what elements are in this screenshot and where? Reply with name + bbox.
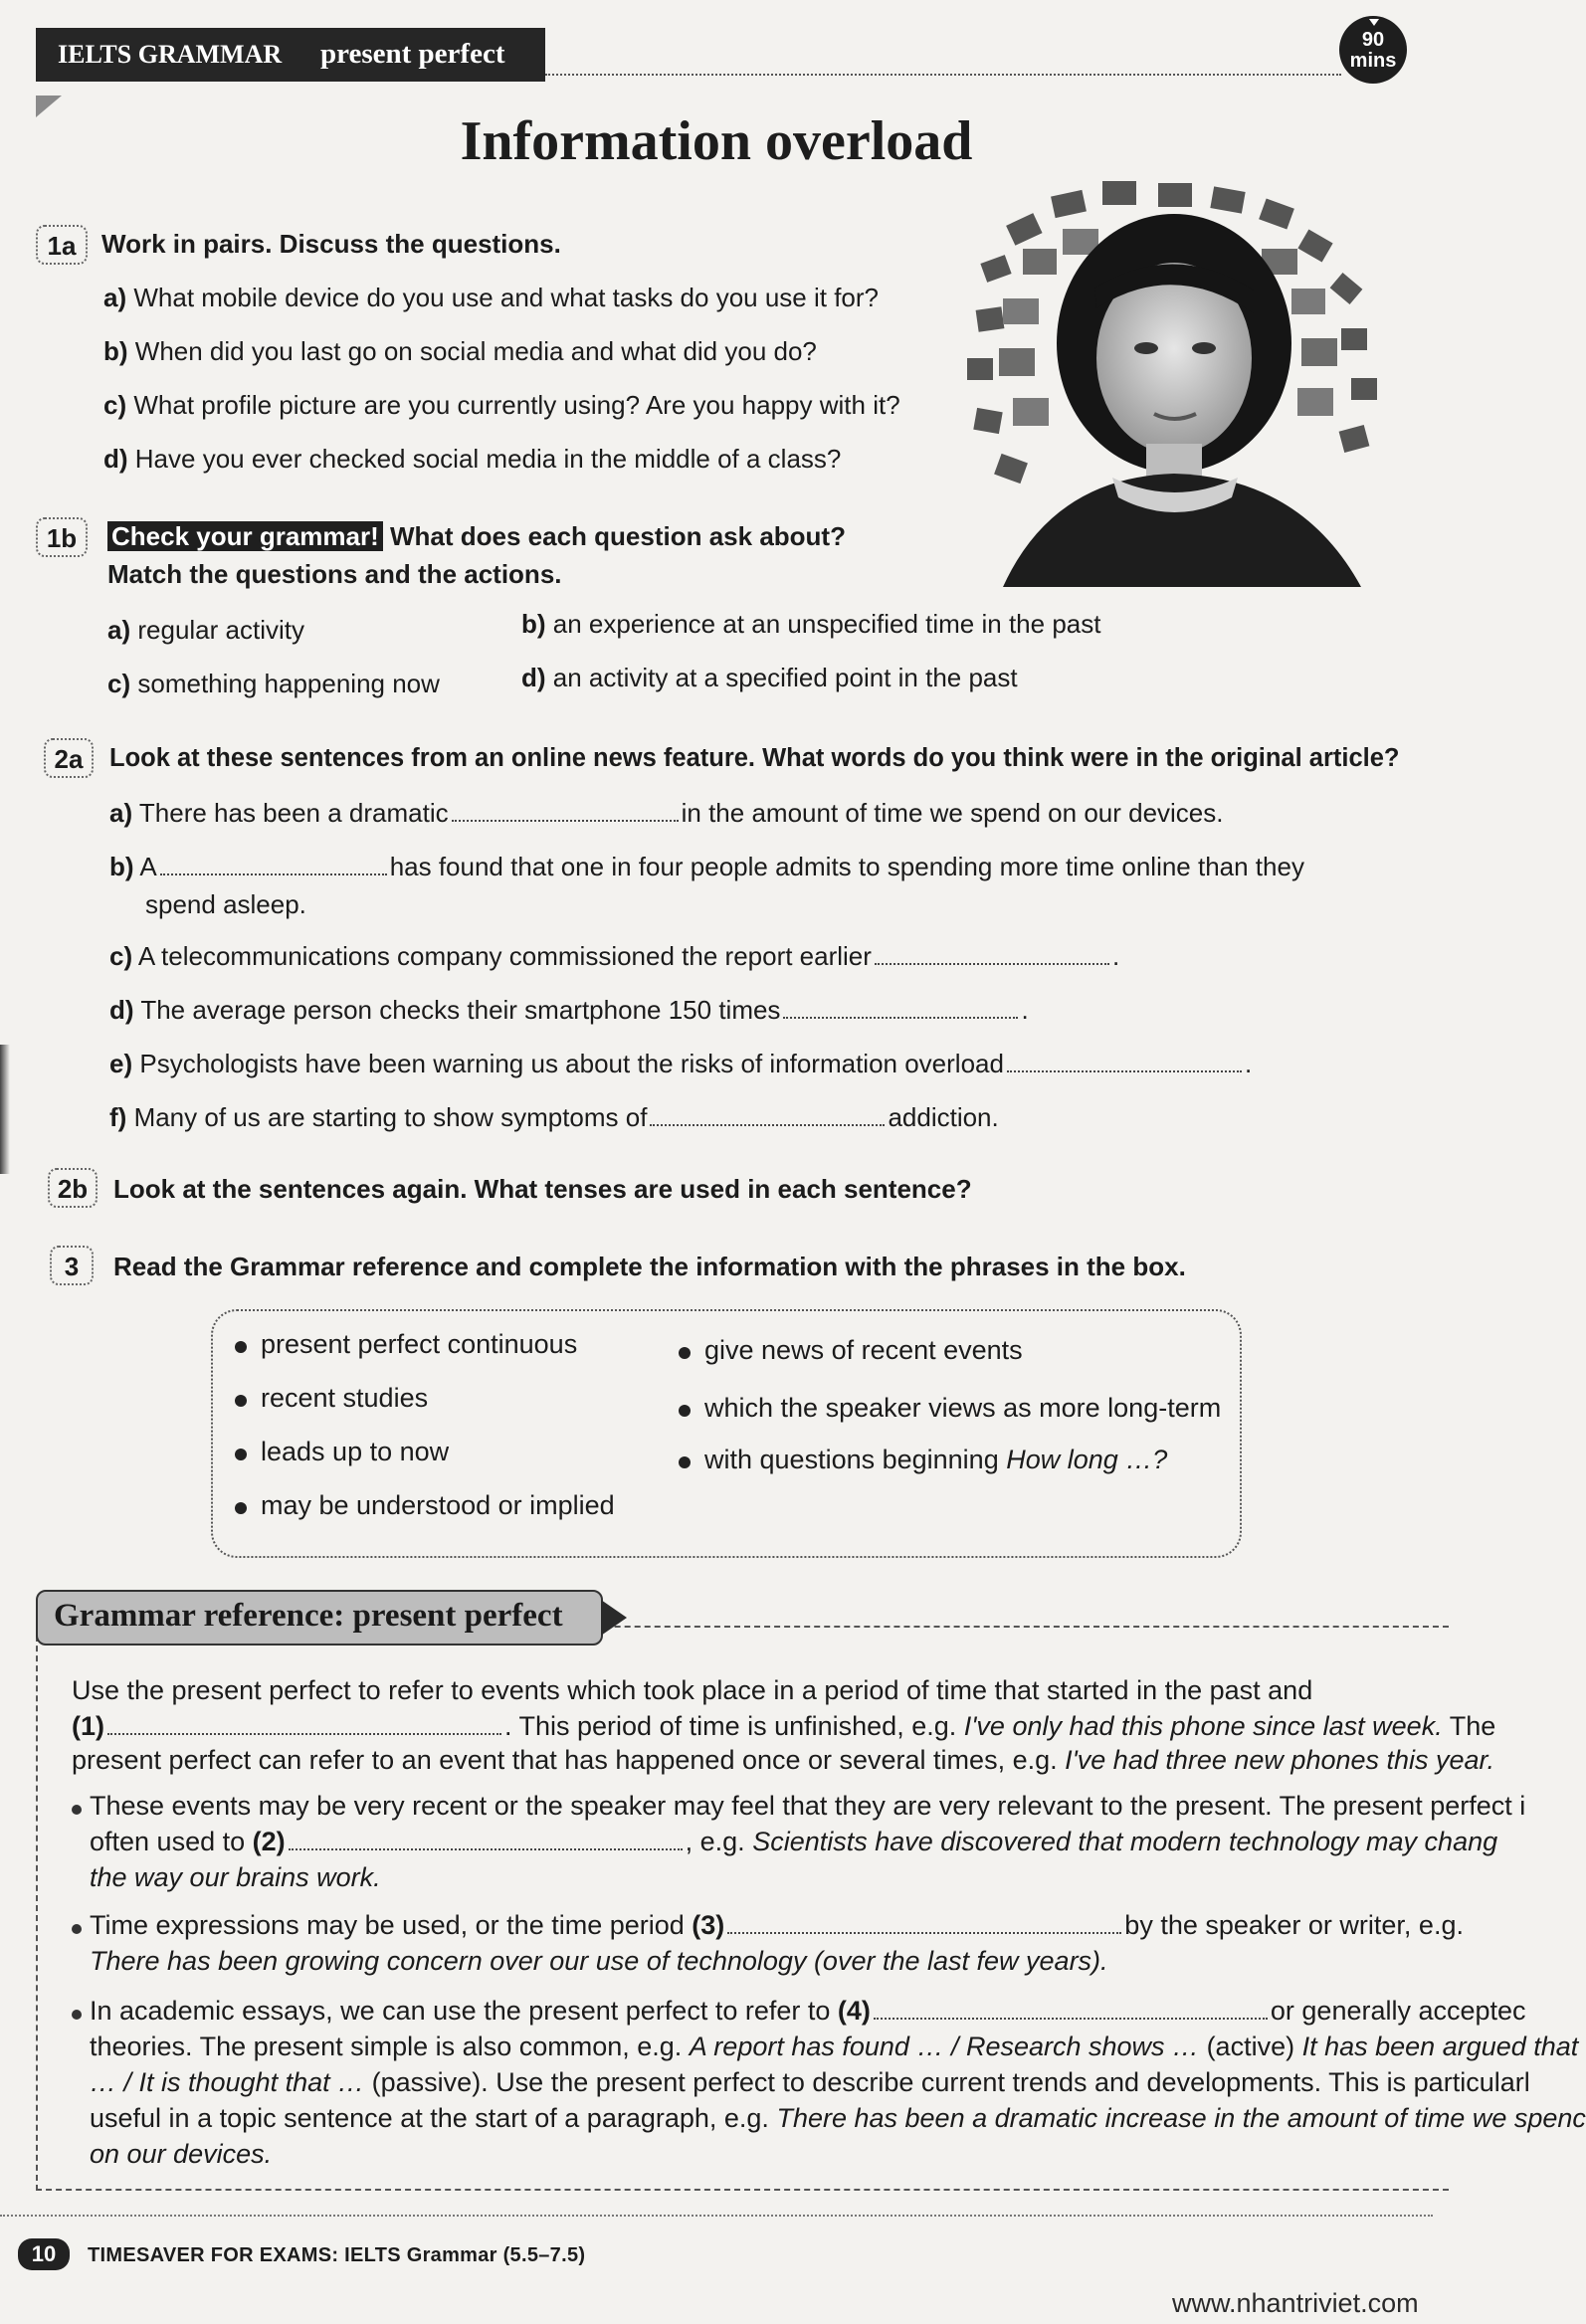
grammar-text-line: … / It is thought that … (passive). Use the present perfect to describe current trends and developments. This is particularl <box>90 2067 1530 2097</box>
grammar-text-line: There has been growing concern over our use of technology (over the last few years). <box>90 1946 1108 1976</box>
exercise-label-2b: 2b <box>48 1168 98 1208</box>
list-item: a) There has been a dramatic in the amount of time we spend on our devices. <box>109 798 1224 828</box>
exercise-label-1b: 1b <box>36 517 88 557</box>
grammar-text-line: often used to (2) , e.g. Scientists have discovered that modern technology may chang <box>90 1827 1498 1856</box>
page-title: Information overload <box>460 110 973 172</box>
header-topic: present perfect <box>320 38 505 70</box>
exercise-label-1a: 1a <box>36 225 88 265</box>
grammar-text-line: Use the present perfect to refer to events which took place in a period of time that started in the past and <box>72 1675 1313 1705</box>
phrase-item: which the speaker views as more long-term <box>704 1393 1222 1423</box>
header-section: IELTS GRAMMAR <box>58 40 283 69</box>
timer-unit: mins <box>1349 50 1397 72</box>
grammar-text-line: the way our brains work. <box>90 1862 381 1892</box>
answer-blank <box>783 1016 1018 1019</box>
answer-blank <box>875 962 1109 965</box>
grammar-reference-heading: Grammar reference: present perfect <box>54 1598 563 1634</box>
list-item-continuation: spend asleep. <box>145 889 306 919</box>
list-item: c) A telecommunications company commissioned the report earlier . <box>109 941 1120 971</box>
timer-badge <box>1339 16 1407 84</box>
list-item: a) What mobile device do you use and what tasks do you use it for? <box>103 283 880 312</box>
exercise-2b-instruction: Look at the sentences again. What tenses are used in each sentence? <box>113 1174 972 1204</box>
exercise-1b-instruction: Check your grammar! What does each question ask about? <box>107 521 846 552</box>
list-item: c) something happening now <box>107 669 440 698</box>
list-item: a) regular activity <box>107 615 304 645</box>
phrase-item: leads up to now <box>261 1437 450 1466</box>
list-item: e) Psychologists have been warning us about the risks of information overload . <box>109 1049 1253 1078</box>
page-edge-shadow <box>0 1045 10 1174</box>
page-number: 10 <box>18 2238 70 2270</box>
grammar-text-line: useful in a topic sentence at the start of a paragraph, e.g. There has been a dramatic increase in the amount of time we spenc <box>90 2103 1586 2133</box>
exercise-2a-instruction: Look at these sentences from an online news feature. What words do you think were in the original article? <box>109 744 1400 772</box>
woman-with-screens-photo <box>963 179 1391 587</box>
list-item: d) Have you ever checked social media in the middle of a class? <box>103 444 842 474</box>
answer-blank <box>874 2017 1268 2020</box>
exercise-label-2a: 2a <box>44 738 94 778</box>
grammar-bullet: These events may be very recent or the speaker may feel that they are very relevant to the present. The present perfect i <box>90 1791 1526 1821</box>
website-link[interactable]: www.nhantriviet.com <box>1172 2288 1419 2318</box>
timer-arrow-icon <box>1369 19 1379 26</box>
answer-blank <box>650 1123 885 1126</box>
answer-blank <box>289 1847 683 1850</box>
phrase-item: present perfect continuous <box>261 1329 578 1359</box>
grammar-text-line: (1) . This period of time is unfinished, e.g. I've only had this phone since last week. The <box>72 1711 1496 1741</box>
check-your-grammar-badge: Check your grammar! <box>107 521 383 551</box>
phrase-item: with questions beginning How long …? <box>704 1445 1168 1474</box>
header-divider <box>545 74 1341 76</box>
grammar-text-line: present perfect can refer to an event that has happened once or several times, e.g. I've had three new phones this year. <box>72 1745 1495 1775</box>
list-item: d) an activity at a specified point in the past <box>521 663 1018 692</box>
exercise-1b-instruction-2: Match the questions and the actions. <box>107 559 562 589</box>
phrase-item: give news of recent events <box>704 1335 1023 1365</box>
grammar-text-line: on our devices. <box>90 2139 273 2169</box>
exercise-1a-instruction: Work in pairs. Discuss the questions. <box>101 229 561 259</box>
list-item: f) Many of us are starting to show symptoms of addiction. <box>109 1102 999 1132</box>
list-item: d) The average person checks their smartphone 150 times . <box>109 995 1029 1025</box>
list-item: b) an experience at an unspecified time in the past <box>521 609 1101 639</box>
exercise-3-instruction: Read the Grammar reference and complete the information with the phrases in the box. <box>113 1252 1186 1281</box>
answer-blank <box>1007 1069 1242 1072</box>
timer-value: 90 <box>1361 29 1385 51</box>
answer-blank <box>160 872 387 875</box>
grammar-bullet: In academic essays, we can use the present perfect to refer to (4) or generally acceptec <box>90 1996 1526 2026</box>
phrase-item: recent studies <box>261 1383 429 1413</box>
list-item: b) When did you last go on social media and what did you do? <box>103 336 817 366</box>
grammar-text-line: theories. The present simple is also common, e.g. A report has found … / Research shows … (active) It has been argued that <box>90 2032 1579 2061</box>
footer-divider <box>0 2215 1433 2217</box>
answer-blank <box>107 1732 501 1735</box>
list-item: b) A has found that one in four people admits to spending more time online than they <box>109 852 1304 881</box>
list-item: c) What profile picture are you currently using? Are you happy with it? <box>103 390 900 420</box>
grammar-bullet: Time expressions may be used, or the time period (3) by the speaker or writer, e.g. <box>90 1910 1464 1940</box>
exercise-label-3: 3 <box>50 1246 94 1285</box>
phrase-item: may be understood or implied <box>261 1490 615 1520</box>
answer-blank <box>452 819 679 822</box>
answer-blank <box>727 1931 1121 1934</box>
tab-arrow-icon <box>601 1600 627 1636</box>
book-title: TIMESAVER FOR EXAMS: IELTS Grammar (5.5–7.5) <box>88 2244 586 2266</box>
